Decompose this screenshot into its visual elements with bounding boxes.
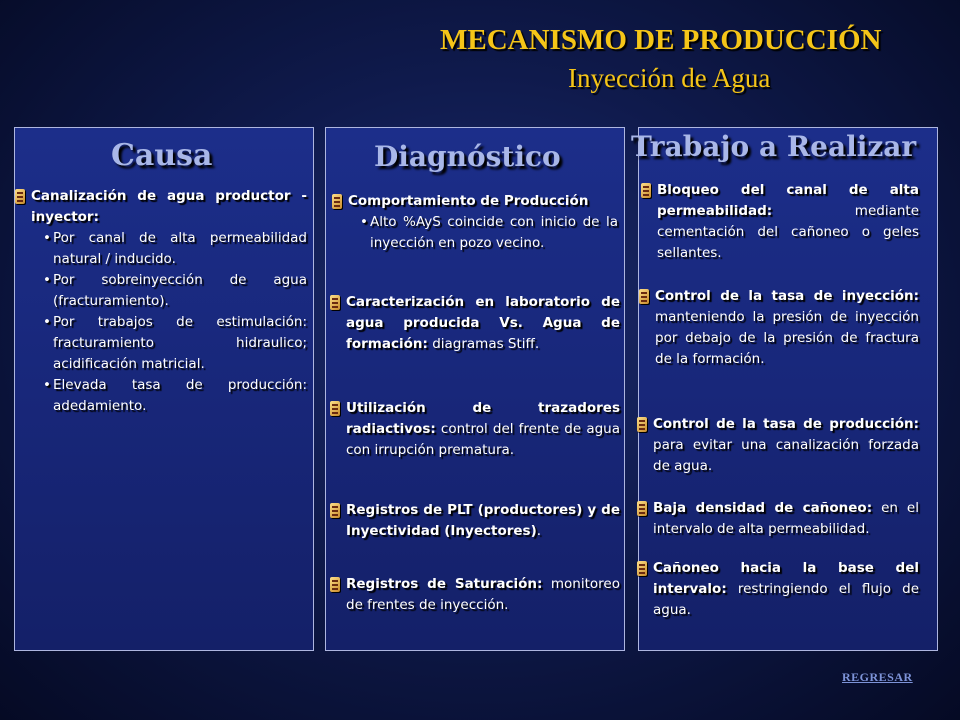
trabajo-item-text: mediante cementación del cañoneo o geles sellantes. [657,203,919,261]
diagnostico-item-title: Comportamiento de Producción [348,193,589,209]
diagnostico-item [346,574,620,616]
diagnostico-item-title: Utilización de trazadores radiactivos: [346,400,620,437]
causa-bullet: • Por trabajos de estimulación: fracturamiento hidraulico; acidificación matricial. [53,312,307,375]
trabajo-item-title: Control de la tasa de producción: [653,416,919,432]
trabajo-item-title: Control de la tasa de inyección: [655,288,919,304]
trabajo-item-text: en el intervalo de alta permeabilidad. [653,500,919,537]
diagnostico-item-text: . [536,523,542,539]
trabajo-heading: Trabajo a Realizar [631,130,917,163]
trabajo-item-text: manteniendo la presión de inyección por debajo de la presión de fractura de la formación. [655,309,919,367]
causa-item-title: Canalización de agua productor - inyector: [31,188,307,225]
diagnostico-item-title: Registros de Saturación: [346,576,543,592]
diagnostico-item [346,398,620,461]
causa-heading: Causa [111,138,213,173]
diagnostico-item-text: monitoreo de frentes de inyección. [346,576,620,613]
scroll-bullet-icon [330,577,340,592]
causa-bullet: • Por sobreinyección de agua (fracturamiento). [53,270,307,312]
regresar-link[interactable]: REGRESAR [842,670,913,684]
trabajo-item [653,498,919,540]
scroll-bullet-icon [330,401,340,416]
trabajo-panel [631,127,938,651]
diagnostico-panel [325,127,625,651]
scroll-bullet-icon [15,189,25,204]
causa-item [31,186,307,417]
causa-panel [14,127,314,651]
diagnostico-item [346,292,620,355]
scroll-bullet-icon [330,503,340,518]
diagnostico-item-text: control del frente de agua con irrupción prematura. [346,421,620,458]
scroll-bullet-icon [637,561,647,576]
trabajo-item-text: restringiendo el flujo de agua. [653,581,919,618]
scroll-bullet-icon [330,295,340,310]
page-title: MECANISMO DE PRODUCCIÓN [440,24,882,56]
diagnostico-item [346,500,620,542]
trabajo-item [653,558,919,621]
page-subtitle: Inyección de Agua [568,63,771,93]
causa-bullet-list [31,228,307,417]
scroll-bullet-icon [637,501,647,516]
diagnostico-item-title: Registros de PLT (productores) y de Inyectividad (Inyectores) [346,502,620,539]
trabajo-item [653,414,919,477]
diagnostico-item [348,191,618,254]
trabajo-item-title: Baja densidad de cañoneo: [653,500,873,516]
scroll-bullet-icon [637,417,647,432]
causa-bullet: • Por canal de alta permeabilidad natural / inducido. [53,228,307,270]
trabajo-item-title: Bloqueo del canal de alta permeabilidad: [657,182,919,219]
diagnostico-item-title: Caracterización en laboratorio de agua producida Vs. Agua de formación: [346,294,620,352]
scroll-bullet-icon [332,194,342,209]
diagnostico-bullet: • Alto %AyS coincide con inicio de la inyección en pozo vecino. [370,212,618,254]
diagnostico-heading: Diagnóstico [374,140,561,173]
trabajo-item [655,286,919,370]
causa-bullet: • Elevada tasa de producción: adedamiento. [53,375,307,417]
scroll-bullet-icon [639,289,649,304]
diagnostico-bullet-list [348,212,618,254]
trabajo-item-title: Cañoneo hacia la base del intervalo: [653,560,919,597]
trabajo-item [657,180,919,264]
scroll-bullet-icon [641,183,651,198]
diagnostico-item-text: diagramas Stiff. [427,336,540,352]
trabajo-item-text: para evitar una canalización forzada de agua. [653,437,919,474]
